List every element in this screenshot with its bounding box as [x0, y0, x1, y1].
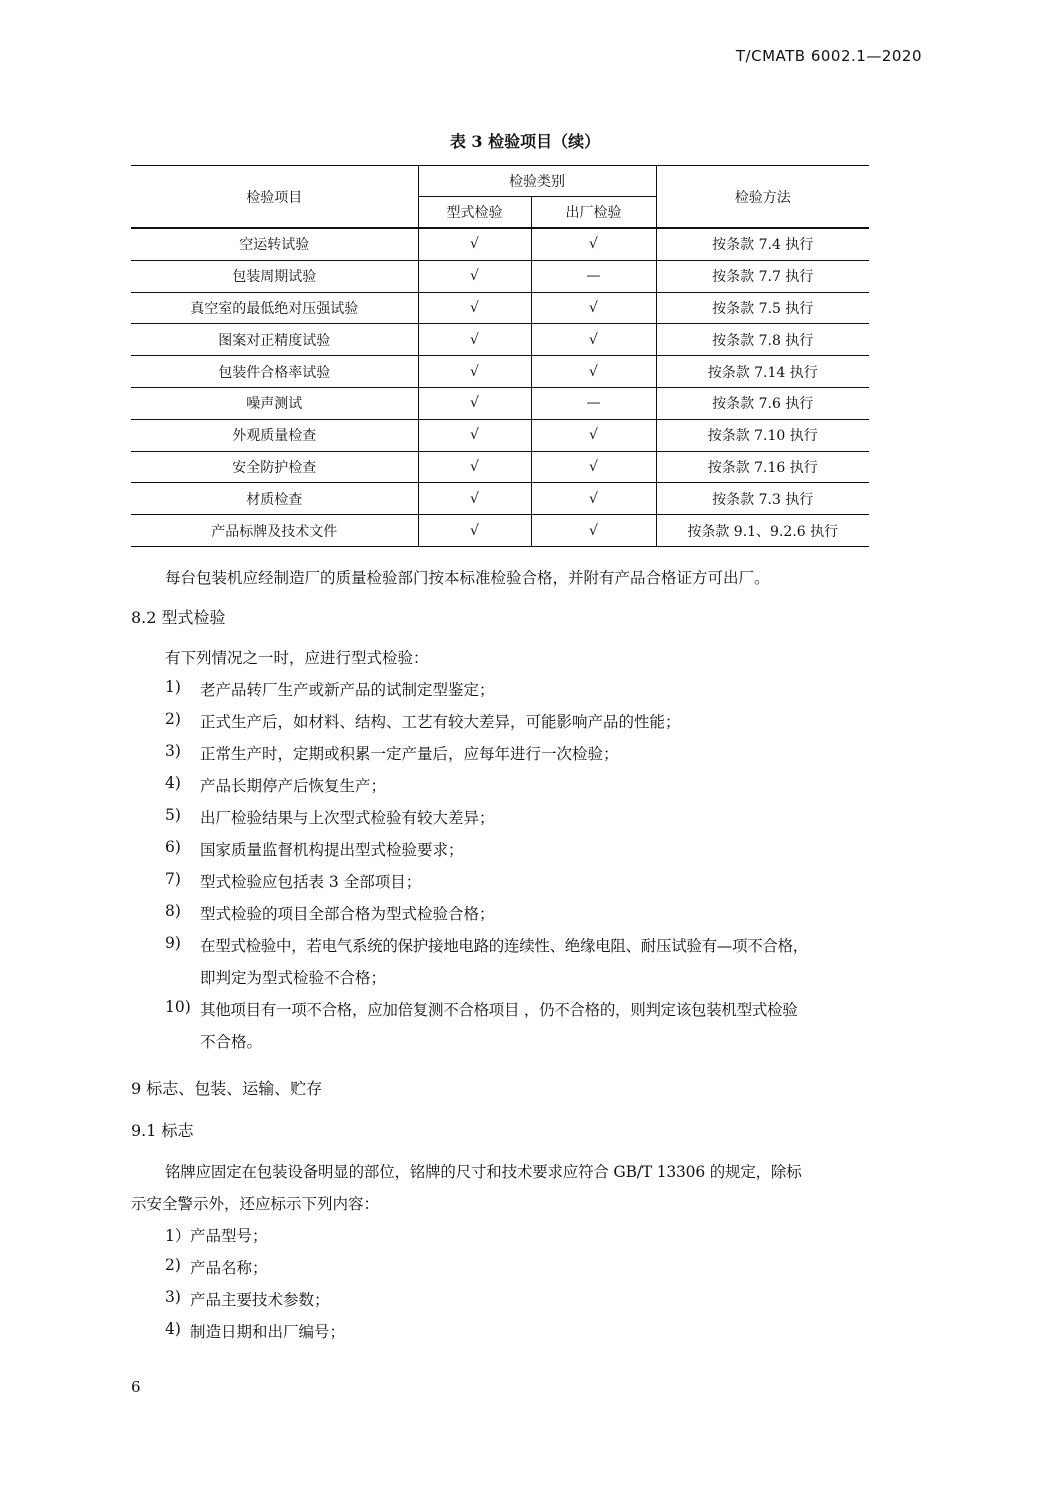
list-item-number: 4): [165, 1320, 181, 1338]
standard-code: T/CMATB 6002.1—2020: [735, 47, 922, 65]
list-item-text: 正常生产时，定期或积累一定产量后，应每年进行一次检验；: [200, 745, 619, 763]
list-item-number: 9): [165, 934, 181, 952]
section-9-1-paragraph-line-2: 示安全警示外，还应标示下列内容：: [131, 1195, 380, 1213]
cell-item: 噪声测试: [131, 387, 418, 419]
table-row: [131, 292, 869, 324]
cell-type-test: √: [418, 260, 531, 292]
list-item-text: 产品名称；: [190, 1259, 268, 1277]
cell-item: 真空室的最低绝对压强试验: [131, 292, 418, 324]
table-title: 表 3 检验项目（续）: [449, 132, 601, 151]
list-item-number: 6): [165, 838, 181, 856]
cell-factory-test: √: [531, 356, 656, 388]
cell-item: 产品标牌及技术文件: [131, 515, 418, 547]
cell-item: 包装周期试验: [131, 260, 418, 292]
cell-method: 按条款 7.16 执行: [656, 451, 869, 483]
cell-method: 按条款 7.5 执行: [656, 292, 869, 324]
cell-item: 材质检查: [131, 483, 418, 515]
cell-factory-test: √: [531, 483, 656, 515]
cell-factory-test: —: [531, 260, 656, 292]
table-row: [131, 483, 869, 515]
header-inspection-category: 检验类别: [418, 166, 656, 197]
cell-type-test: √: [418, 228, 531, 260]
cell-type-test: √: [418, 292, 531, 324]
table-row: [131, 324, 869, 356]
list-item-number: 8): [165, 902, 181, 920]
list-item-number: 10): [165, 998, 191, 1016]
list-item-number: 2): [165, 1256, 181, 1274]
list-item-number: 5): [165, 806, 181, 824]
cell-method: 按条款 7.7 执行: [656, 260, 869, 292]
table-row: [131, 419, 869, 451]
cell-method: 按条款 7.8 执行: [656, 324, 869, 356]
page-number: 6: [131, 1378, 141, 1396]
factory-inspection-note: 每台包装机应经制造厂的质量检验部门按本标准检验合格，并附有产品合格证方可出厂。: [165, 569, 770, 587]
header-inspection-method: 检验方法: [656, 166, 869, 229]
cell-method: 按条款 7.6 执行: [656, 387, 869, 419]
cell-type-test: √: [418, 483, 531, 515]
list-item-number: 7): [165, 870, 181, 888]
table-row: [131, 387, 869, 419]
list-item-text: 型式检验应包括表 3 全部项目；: [200, 873, 422, 891]
header-factory-test: 出厂检验: [531, 197, 656, 229]
list-item-text: 出厂检验结果与上次型式检验有较大差异；: [200, 809, 495, 827]
cell-factory-test: √: [531, 515, 656, 547]
cell-method: 按条款 7.3 执行: [656, 483, 869, 515]
list-item-text: 正式生产后，如材料、结构、工艺有较大差异，可能影响产品的性能；: [200, 713, 681, 731]
cell-item: 外观质量检查: [131, 419, 418, 451]
cell-type-test: √: [418, 515, 531, 547]
cell-item: 空运转试验: [131, 228, 418, 260]
list-item-number: 1）: [165, 1227, 191, 1245]
cell-type-test: √: [418, 451, 531, 483]
list-item-continuation: 不合格。: [200, 1033, 263, 1051]
cell-factory-test: —: [531, 387, 656, 419]
table-row: [131, 451, 869, 483]
list-item-number: 4): [165, 774, 181, 792]
cell-type-test: √: [418, 356, 531, 388]
section-heading-9: 9 标志、包装、运输、贮存: [131, 1079, 323, 1098]
cell-item: 图案对正精度试验: [131, 324, 418, 356]
table-row: [131, 515, 869, 547]
list-item-text: 产品长期停产后恢复生产；: [200, 777, 387, 795]
header-inspection-item: 检验项目: [131, 166, 418, 229]
list-item-number: 1): [165, 678, 181, 696]
cell-type-test: √: [418, 324, 531, 356]
cell-factory-test: √: [531, 228, 656, 260]
list-item-text: 国家质量监督机构提出型式检验要求；: [200, 841, 464, 859]
cell-factory-test: √: [531, 292, 656, 324]
list-item-text: 老产品转厂生产或新产品的试制定型鉴定；: [200, 681, 495, 699]
section-8-2-intro: 有下列情况之一时，应进行型式检验：: [165, 649, 429, 667]
section-heading-8-2: 8.2 型式检验: [131, 608, 226, 627]
section-heading-9-1: 9.1 标志: [131, 1121, 194, 1140]
list-item-text: 制造日期和出厂编号；: [190, 1323, 346, 1341]
cell-type-test: √: [418, 419, 531, 451]
list-item-number: 2): [165, 710, 181, 728]
list-item-continuation: 即判定为型式检验不合格；: [200, 969, 387, 987]
cell-factory-test: √: [531, 451, 656, 483]
list-item-text: 其他项目有一项不合格，应加倍复测不合格项目 ，仍不合格的，则判定该包装机型式检验: [200, 1001, 798, 1019]
cell-type-test: √: [418, 387, 531, 419]
list-item-text: 在型式检验中，若电气系统的保护接地电路的连续性、绝缘电阻、耐压试验有—项不合格，: [200, 937, 809, 955]
section-9-1-paragraph-line-1: 铭牌应固定在包装设备明显的部位，铭牌的尺寸和技术要求应符合 GB/T 13306 的规定，除标: [165, 1163, 802, 1181]
list-item-text: 产品主要技术参数；: [190, 1291, 330, 1309]
inspection-table: [131, 165, 869, 547]
list-item-number: 3): [165, 742, 181, 760]
cell-method: 按条款 7.4 执行: [656, 228, 869, 260]
table-row: [131, 356, 869, 388]
cell-method: 按条款 7.14 执行: [656, 356, 869, 388]
cell-factory-test: √: [531, 324, 656, 356]
cell-item: 包装件合格率试验: [131, 356, 418, 388]
list-item-text: 产品型号；: [190, 1227, 268, 1245]
cell-factory-test: √: [531, 419, 656, 451]
table-row: [131, 260, 869, 292]
cell-method: 按条款 7.10 执行: [656, 419, 869, 451]
cell-item: 安全防护检查: [131, 451, 418, 483]
cell-method: 按条款 9.1、9.2.6 执行: [656, 515, 869, 547]
list-item-number: 3): [165, 1288, 181, 1306]
header-type-test: 型式检验: [418, 197, 531, 229]
list-item-text: 型式检验的项目全部合格为型式检验合格；: [200, 905, 495, 923]
table-row: [131, 228, 869, 260]
